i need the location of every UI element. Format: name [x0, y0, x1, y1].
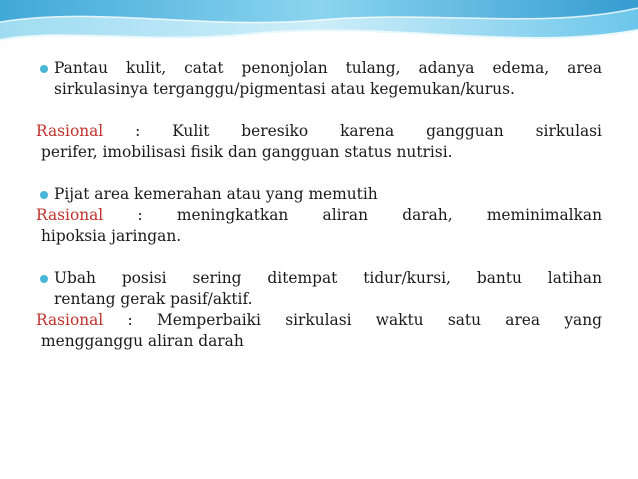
rasional-label: Rasional	[36, 311, 104, 329]
rasional-text-line: mengganggu aliran darah	[41, 332, 244, 350]
slide-content	[36, 58, 602, 352]
bullet-item-2	[36, 184, 602, 205]
rasional-label: Rasional	[36, 206, 104, 224]
bullet-item-1	[36, 58, 602, 100]
rasional-text-line: hipoksia jaringan.	[41, 227, 182, 245]
rasional-label: Rasional	[36, 122, 104, 140]
rasional-item-1	[36, 121, 602, 163]
rasional-text: : meningkatkan aliran darah, meminimalkan	[137, 206, 602, 224]
rasional-text: : Memperbaiki sirkulasi waktu satu area yang	[127, 311, 602, 329]
decorative-wave-banner	[0, 0, 638, 58]
rasional-item-2	[36, 205, 602, 247]
bullet-text-line: Pijat area kemerahan atau yang memutih	[54, 185, 378, 203]
bullet-text-line: Ubah posisi sering ditempat tidur/kursi, bantu latihan	[54, 269, 602, 287]
bullet-item-3	[36, 268, 602, 310]
bullet-text-line: Pantau kulit, catat penonjolan tulang, adanya edema, area	[54, 59, 602, 77]
rasional-text: : Kulit beresiko karena gangguan sirkulasi	[135, 122, 602, 140]
bullet-text-line: sirkulasinya terganggu/pigmentasi atau kegemukan/kurus.	[54, 80, 515, 98]
rasional-text-line: perifer, imobilisasi fisik dan gangguan status nutrisi.	[41, 143, 453, 161]
bullet-icon	[40, 65, 48, 73]
bullet-icon	[40, 275, 48, 283]
bullet-text-line: rentang gerak pasif/aktif.	[54, 290, 253, 308]
rasional-item-3	[36, 310, 602, 352]
bullet-icon	[40, 191, 48, 199]
